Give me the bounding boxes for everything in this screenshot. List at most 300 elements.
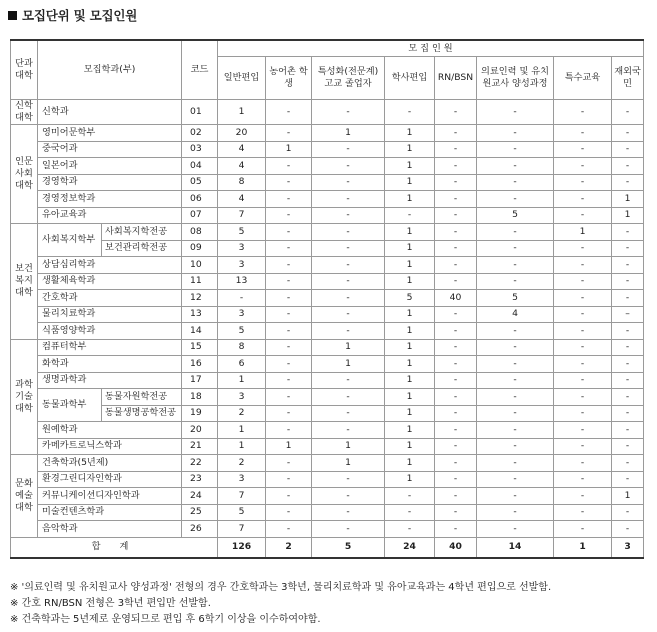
value-cell: 1 <box>612 207 644 224</box>
value-cell: - <box>385 504 435 521</box>
code-cell: 20 <box>182 422 218 439</box>
value-cell: - <box>554 158 612 175</box>
value-cell: - <box>435 372 477 389</box>
value-cell: 1 <box>385 273 435 290</box>
header-code: 코드 <box>182 40 218 100</box>
value-cell: 1 <box>385 339 435 356</box>
value-cell: - <box>435 191 477 208</box>
code-cell: 13 <box>182 306 218 323</box>
total-value-cell: 1 <box>554 537 612 558</box>
value-cell: 1 <box>612 191 644 208</box>
value-cell: - <box>554 471 612 488</box>
dept-cell: 영미어문학부 <box>38 125 182 142</box>
value-cell: 1 <box>218 372 266 389</box>
code-cell: 01 <box>182 100 218 125</box>
value-cell: 1 <box>385 405 435 422</box>
header-recruit: 모 집 인 원 <box>218 40 644 57</box>
square-bullet-icon <box>8 11 17 20</box>
value-cell: - <box>477 422 554 439</box>
value-cell: – <box>612 306 644 323</box>
value-cell: - <box>266 257 312 274</box>
total-value-cell: 2 <box>266 537 312 558</box>
value-cell: 1 <box>312 125 385 142</box>
table-row <box>11 290 644 307</box>
table-row <box>11 471 644 488</box>
table-row <box>11 207 644 224</box>
value-cell: - <box>312 257 385 274</box>
value-cell: - <box>266 191 312 208</box>
table-row <box>11 356 644 373</box>
sub-major-cell: 보건관리학전공 <box>102 240 182 257</box>
dept-cell: 일본어과 <box>38 158 182 175</box>
value-cell: - <box>554 356 612 373</box>
total-value-cell: 24 <box>385 537 435 558</box>
code-cell: 14 <box>182 323 218 340</box>
value-cell: - <box>554 422 612 439</box>
table-row <box>11 504 644 521</box>
value-cell: - <box>312 471 385 488</box>
value-cell: - <box>554 125 612 142</box>
code-cell: 09 <box>182 240 218 257</box>
code-cell: 05 <box>182 174 218 191</box>
value-cell: - <box>266 455 312 472</box>
value-cell: - <box>312 240 385 257</box>
header-col-6: 특수교육 <box>554 57 612 100</box>
table-row <box>11 323 644 340</box>
value-cell: 1 <box>385 174 435 191</box>
recruitment-table <box>10 39 644 559</box>
value-cell: - <box>477 521 554 538</box>
value-cell: - <box>435 100 477 125</box>
value-cell: - <box>554 257 612 274</box>
value-cell: 4 <box>218 191 266 208</box>
value-cell: - <box>477 240 554 257</box>
total-value-cell: 40 <box>435 537 477 558</box>
value-cell: - <box>554 273 612 290</box>
value-cell: - <box>554 372 612 389</box>
header-col-0: 일반편입 <box>218 57 266 100</box>
value-cell: - <box>312 141 385 158</box>
value-cell: - <box>266 224 312 241</box>
value-cell: - <box>385 207 435 224</box>
value-cell: - <box>554 100 612 125</box>
value-cell: - <box>435 257 477 274</box>
value-cell: - <box>435 438 477 455</box>
value-cell: - <box>612 389 644 406</box>
value-cell: - <box>477 323 554 340</box>
value-cell: - <box>435 224 477 241</box>
value-cell: 1 <box>385 125 435 142</box>
value-cell: 3 <box>218 389 266 406</box>
code-cell: 16 <box>182 356 218 373</box>
value-cell: - <box>312 323 385 340</box>
value-cell: - <box>554 323 612 340</box>
value-cell: - <box>312 504 385 521</box>
value-cell: 5 <box>218 323 266 340</box>
value-cell: - <box>312 207 385 224</box>
header-col-2: 특성화(전문계) 고교 졸업자 <box>312 57 385 100</box>
value-cell: - <box>477 273 554 290</box>
table-row <box>11 306 644 323</box>
value-cell: - <box>435 240 477 257</box>
value-cell: 3 <box>218 240 266 257</box>
college-cell: 신학대학 <box>11 100 38 125</box>
value-cell: 1 <box>312 356 385 373</box>
value-cell: 1 <box>612 488 644 505</box>
table-row <box>11 191 644 208</box>
code-cell: 06 <box>182 191 218 208</box>
value-cell: 1 <box>312 438 385 455</box>
total-value-cell: 126 <box>218 537 266 558</box>
value-cell: 1 <box>554 224 612 241</box>
value-cell: - <box>266 339 312 356</box>
value-cell: - <box>266 471 312 488</box>
value-cell: - <box>477 372 554 389</box>
value-cell: 1 <box>312 455 385 472</box>
value-cell: 1 <box>385 455 435 472</box>
value-cell: - <box>477 504 554 521</box>
value-cell: 1 <box>385 240 435 257</box>
header-col-7: 재외국민 <box>612 57 644 100</box>
value-cell: - <box>612 224 644 241</box>
value-cell: - <box>312 488 385 505</box>
value-cell: - <box>612 405 644 422</box>
dept-cell: 음악학과 <box>38 521 182 538</box>
code-cell: 19 <box>182 405 218 422</box>
value-cell: - <box>554 290 612 307</box>
value-cell: - <box>435 339 477 356</box>
value-cell: 1 <box>385 224 435 241</box>
value-cell: - <box>477 488 554 505</box>
header-college: 단과대학 <box>11 40 38 100</box>
value-cell: 7 <box>218 488 266 505</box>
value-cell: 3 <box>218 306 266 323</box>
dept-cell: 간호학과 <box>38 290 182 307</box>
value-cell: - <box>266 174 312 191</box>
value-cell: 1 <box>266 141 312 158</box>
group-dept-cell: 사회복지학부 <box>38 224 102 257</box>
value-cell: - <box>435 174 477 191</box>
value-cell: - <box>612 290 644 307</box>
value-cell: - <box>612 438 644 455</box>
value-cell: - <box>612 422 644 439</box>
value-cell: - <box>266 100 312 125</box>
dept-cell: 유아교육과 <box>38 207 182 224</box>
code-cell: 02 <box>182 125 218 142</box>
code-cell: 04 <box>182 158 218 175</box>
value-cell: - <box>266 389 312 406</box>
value-cell: 1 <box>385 306 435 323</box>
value-cell: - <box>554 521 612 538</box>
value-cell: - <box>612 455 644 472</box>
value-cell: 1 <box>385 141 435 158</box>
value-cell: - <box>477 174 554 191</box>
table-row <box>11 422 644 439</box>
dept-cell: 물리치료학과 <box>38 306 182 323</box>
value-cell: - <box>435 141 477 158</box>
value-cell: - <box>266 306 312 323</box>
code-cell: 03 <box>182 141 218 158</box>
table-row <box>11 339 644 356</box>
value-cell: - <box>266 290 312 307</box>
value-cell: 1 <box>266 438 312 455</box>
dept-cell: 원예학과 <box>38 422 182 439</box>
dept-cell: 식품영양학과 <box>38 323 182 340</box>
value-cell: 5 <box>385 290 435 307</box>
value-cell: - <box>435 273 477 290</box>
value-cell: - <box>266 405 312 422</box>
value-cell: - <box>554 405 612 422</box>
value-cell: 40 <box>435 290 477 307</box>
value-cell: 1 <box>385 438 435 455</box>
college-cell: 과학기술대학 <box>11 339 38 455</box>
note-3: ※ 건축학과는 5년제로 운영되므로 편입 후 6학기 이상을 이수하여야함. <box>10 614 321 625</box>
code-cell: 25 <box>182 504 218 521</box>
dept-cell: 화학과 <box>38 356 182 373</box>
value-cell: - <box>612 100 644 125</box>
page-title <box>8 6 137 24</box>
value-cell: - <box>312 191 385 208</box>
dept-cell: 미술컨텐츠학과 <box>38 504 182 521</box>
value-cell: - <box>435 323 477 340</box>
value-cell: - <box>312 174 385 191</box>
value-cell: - <box>554 339 612 356</box>
value-cell: - <box>435 158 477 175</box>
value-cell: - <box>312 100 385 125</box>
dept-cell: 경영정보학과 <box>38 191 182 208</box>
total-value-cell: 5 <box>312 537 385 558</box>
table-row <box>11 405 644 422</box>
table-row <box>11 521 644 538</box>
value-cell: - <box>435 405 477 422</box>
value-cell: - <box>612 471 644 488</box>
table-row <box>11 100 644 125</box>
table-row <box>11 273 644 290</box>
value-cell: - <box>435 389 477 406</box>
value-cell: - <box>612 504 644 521</box>
dept-cell: 커뮤니케이션디자인학과 <box>38 488 182 505</box>
value-cell: - <box>554 191 612 208</box>
value-cell: - <box>435 306 477 323</box>
header-dept: 모집학과(부) <box>38 40 182 100</box>
value-cell: 1 <box>218 422 266 439</box>
value-cell: - <box>266 207 312 224</box>
value-cell: - <box>312 290 385 307</box>
dept-cell: 경영학과 <box>38 174 182 191</box>
value-cell: - <box>266 422 312 439</box>
value-cell: - <box>612 240 644 257</box>
sub-major-cell: 동물자원학전공 <box>102 389 182 406</box>
value-cell: 1 <box>385 158 435 175</box>
sub-major-cell: 사회복지학전공 <box>102 224 182 241</box>
value-cell: - <box>266 372 312 389</box>
value-cell: - <box>612 141 644 158</box>
value-cell: 8 <box>218 174 266 191</box>
value-cell: - <box>477 339 554 356</box>
college-cell: 문화예술대학 <box>11 455 38 538</box>
value-cell: 1 <box>385 471 435 488</box>
code-cell: 18 <box>182 389 218 406</box>
value-cell: - <box>435 488 477 505</box>
value-cell: - <box>435 521 477 538</box>
table-row <box>11 455 644 472</box>
value-cell: 7 <box>218 207 266 224</box>
header-col-4: RN/BSN <box>435 57 477 100</box>
value-cell: - <box>435 125 477 142</box>
value-cell: - <box>435 504 477 521</box>
value-cell: - <box>554 240 612 257</box>
value-cell: - <box>612 158 644 175</box>
code-cell: 21 <box>182 438 218 455</box>
value-cell: - <box>612 339 644 356</box>
value-cell: 1 <box>385 257 435 274</box>
value-cell: - <box>266 273 312 290</box>
dept-cell: 환경그린디자인학과 <box>38 471 182 488</box>
value-cell: 1 <box>385 389 435 406</box>
value-cell: - <box>612 174 644 191</box>
value-cell: - <box>554 306 612 323</box>
value-cell: - <box>312 224 385 241</box>
value-cell: 4 <box>218 141 266 158</box>
header-col-5: 의료인력 및 유치원교사 양성과정 <box>477 57 554 100</box>
dept-cell: 카메카트로닉스학과 <box>38 438 182 455</box>
value-cell: 6 <box>218 356 266 373</box>
total-value-cell: 3 <box>612 537 644 558</box>
value-cell: - <box>385 521 435 538</box>
value-cell: - <box>435 207 477 224</box>
value-cell: 20 <box>218 125 266 142</box>
code-cell: 08 <box>182 224 218 241</box>
value-cell: - <box>612 521 644 538</box>
value-cell: - <box>218 290 266 307</box>
table-row <box>11 141 644 158</box>
value-cell: - <box>266 521 312 538</box>
value-cell: 4 <box>477 306 554 323</box>
table-row <box>11 240 644 257</box>
value-cell: - <box>477 405 554 422</box>
value-cell: - <box>477 471 554 488</box>
total-value-cell: 14 <box>477 537 554 558</box>
value-cell: - <box>266 125 312 142</box>
value-cell: - <box>477 224 554 241</box>
code-cell: 23 <box>182 471 218 488</box>
value-cell: 1 <box>385 356 435 373</box>
header-col-3: 학사편입 <box>385 57 435 100</box>
value-cell: 1 <box>218 438 266 455</box>
value-cell: 1 <box>385 372 435 389</box>
value-cell: - <box>266 356 312 373</box>
value-cell: - <box>554 488 612 505</box>
value-cell: - <box>554 141 612 158</box>
value-cell: - <box>612 257 644 274</box>
value-cell: - <box>477 389 554 406</box>
value-cell: - <box>312 422 385 439</box>
table-row <box>11 438 644 455</box>
dept-cell: 중국어과 <box>38 141 182 158</box>
dept-cell: 생명과학과 <box>38 372 182 389</box>
value-cell: - <box>554 504 612 521</box>
value-cell: - <box>477 191 554 208</box>
dept-cell: 상담심리학과 <box>38 257 182 274</box>
value-cell: - <box>477 141 554 158</box>
value-cell: 5 <box>477 290 554 307</box>
value-cell: 1 <box>385 323 435 340</box>
value-cell: - <box>435 455 477 472</box>
code-cell: 11 <box>182 273 218 290</box>
value-cell: - <box>477 455 554 472</box>
value-cell: - <box>312 273 385 290</box>
value-cell: 1 <box>312 339 385 356</box>
table-row <box>11 372 644 389</box>
note-2: ※ 간호 RN/BSN 전형은 3학년 편입만 선발함. <box>10 598 211 609</box>
value-cell: - <box>612 356 644 373</box>
value-cell: - <box>554 389 612 406</box>
dept-cell: 생활체육학과 <box>38 273 182 290</box>
table-row <box>11 158 644 175</box>
table-row <box>11 125 644 142</box>
value-cell: - <box>554 207 612 224</box>
value-cell: - <box>266 504 312 521</box>
code-cell: 24 <box>182 488 218 505</box>
value-cell: 1 <box>385 191 435 208</box>
code-cell: 12 <box>182 290 218 307</box>
value-cell: 1 <box>385 422 435 439</box>
value-cell: - <box>612 323 644 340</box>
note-1: ※ '의료인력 및 유치원교사 양성과정' 전형의 경우 간호학과는 3학년, 물리치료학과 및 유아교육과는 4학년 편입으로 선발함. <box>10 582 552 593</box>
header-col-1: 농어촌 학 생 <box>266 57 312 100</box>
dept-cell: 신학과 <box>38 100 182 125</box>
value-cell: - <box>312 521 385 538</box>
dept-cell: 건축학과(5년제) <box>38 455 182 472</box>
value-cell: - <box>312 306 385 323</box>
notes <box>10 580 551 628</box>
total-label: 합 계 <box>11 537 218 558</box>
value-cell: - <box>266 323 312 340</box>
value-cell: - <box>435 471 477 488</box>
value-cell: 5 <box>218 224 266 241</box>
college-cell: 인문사회대학 <box>11 125 38 224</box>
value-cell: - <box>312 389 385 406</box>
value-cell: 2 <box>218 405 266 422</box>
code-cell: 17 <box>182 372 218 389</box>
table-row <box>11 174 644 191</box>
code-cell: 22 <box>182 455 218 472</box>
value-cell: - <box>385 488 435 505</box>
value-cell: 13 <box>218 273 266 290</box>
table-row <box>11 488 644 505</box>
title-text: 모집단위 및 모집인원 <box>22 8 138 23</box>
value-cell: - <box>612 372 644 389</box>
value-cell: 3 <box>218 257 266 274</box>
value-cell: 8 <box>218 339 266 356</box>
value-cell: - <box>385 100 435 125</box>
dept-cell: 컴퓨터학부 <box>38 339 182 356</box>
value-cell: - <box>312 158 385 175</box>
value-cell: 7 <box>218 521 266 538</box>
value-cell: - <box>477 356 554 373</box>
college-cell: 보건복지대학 <box>11 224 38 340</box>
value-cell: - <box>312 405 385 422</box>
value-cell: - <box>612 125 644 142</box>
value-cell: - <box>554 438 612 455</box>
sub-major-cell: 동물생명공학전공 <box>102 405 182 422</box>
table-row <box>11 389 644 406</box>
table-row <box>11 224 644 241</box>
code-cell: 15 <box>182 339 218 356</box>
value-cell: - <box>477 158 554 175</box>
value-cell: - <box>477 100 554 125</box>
code-cell: 10 <box>182 257 218 274</box>
